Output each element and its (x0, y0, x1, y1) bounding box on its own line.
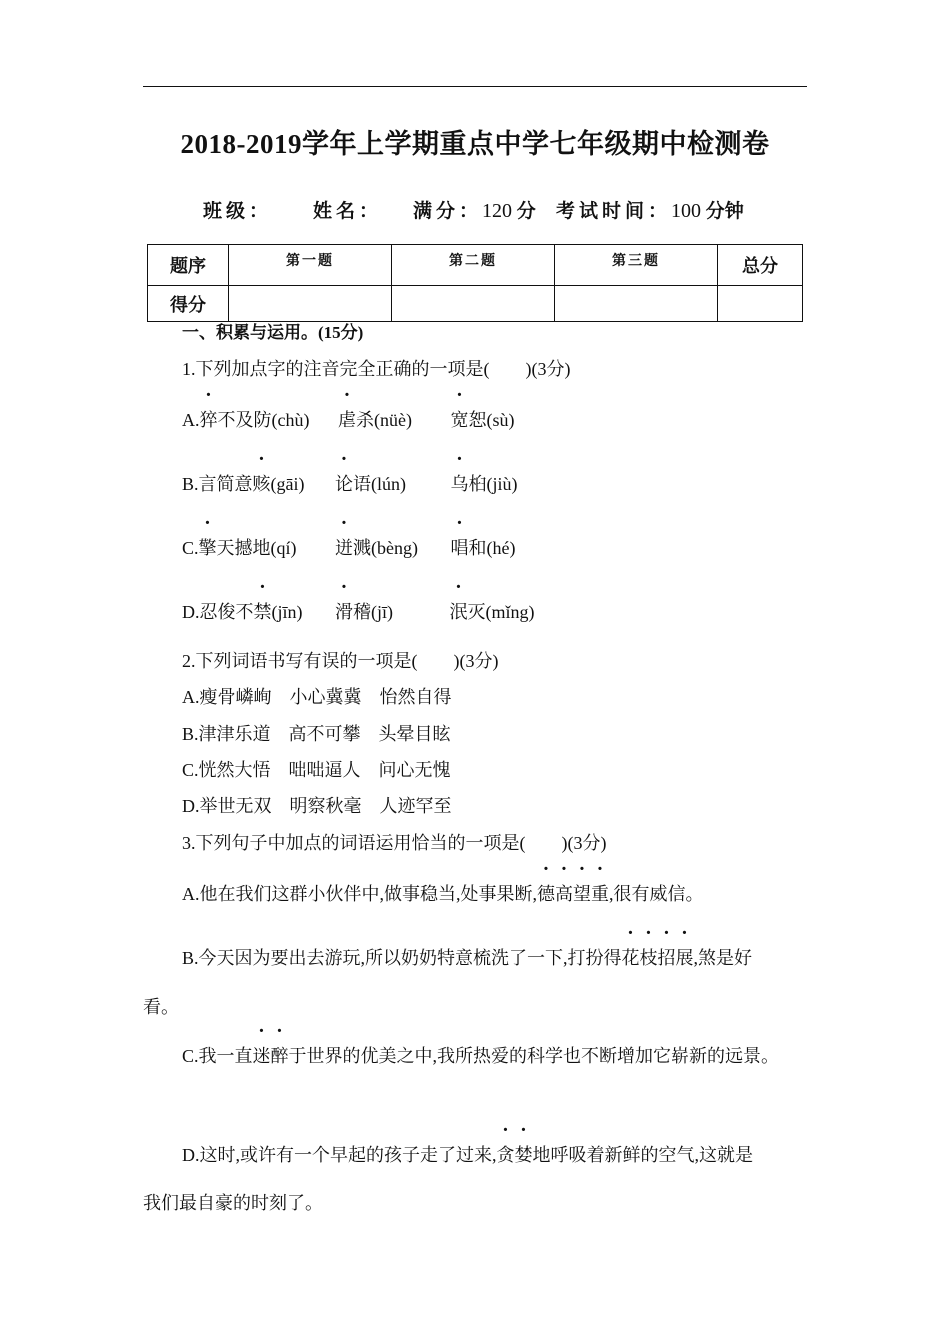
class-label: 班级： (203, 201, 273, 222)
q2-option-d: D.举世无双 明察秋毫 人迹罕至 (182, 796, 452, 816)
emphasis-char: 迷 (252, 1046, 271, 1066)
score-row-label: 得分 (148, 286, 229, 322)
emphasis-char: 花 (621, 948, 640, 968)
score-cell-q1[interactable] (229, 286, 392, 322)
score-table (147, 244, 803, 322)
q1-option-b: B.言简意赅(gāi) 论语(lún) 乌桕(jiù) (182, 474, 518, 494)
q3-option-d-cont: 我们最自豪的时刻了。 (143, 1193, 323, 1213)
emphasis-char: 德 (537, 884, 555, 904)
emphasis-char: 枝 (639, 948, 658, 968)
q3-option-c: C.我一直迷醉于世界的优美之中,我所热爱的科学也不断增加它崭新的远景。 (182, 1042, 779, 1068)
q1-option-c: C.擎天撼地(qí) 迸溅(bèng) 唱和(hé) (182, 538, 516, 558)
name-label: 姓名： (313, 201, 383, 222)
header-q1: 第一题 (229, 245, 392, 286)
score-table-header-row (148, 245, 803, 286)
section-heading: 一、积累与运用。(15分) (182, 323, 364, 342)
q3-option-b-cont: 看。 (143, 997, 179, 1017)
q2-option-c: C.恍然大悟 咄咄逼人 问心无愧 (182, 760, 451, 780)
header-total: 总分 (718, 245, 803, 286)
emphasis-char: 高 (555, 884, 573, 904)
score-cell-q2[interactable] (392, 286, 555, 322)
header-question-order: 题序 (148, 245, 229, 286)
q3-option-d: D.这时,或许有一个早起的孩子走了过来,贪婪地呼吸着新鲜的空气,这就是 (182, 1141, 753, 1167)
q2-option-a: A.瘦骨嶙峋 小心冀冀 怡然自得 (182, 687, 452, 707)
q2-option-b: B.津津乐道 高不可攀 头晕目眩 (182, 724, 451, 744)
q3-a-dotted (537, 884, 609, 904)
header-q3: 第三题 (555, 245, 718, 286)
full-score: 满分：120 分 (413, 200, 536, 222)
score-cell-q3[interactable] (555, 286, 718, 322)
q3-b-dotted (622, 948, 694, 968)
emphasis-char: 望 (573, 884, 591, 904)
header-q2: 第二题 (392, 245, 555, 286)
q1-option-a: A.猝不及防(chù) 虐杀(nüè) 宽恕(sù) (182, 410, 515, 430)
q1-stem: 1.下列加点字的注音完全正确的一项是( )(3分) (182, 359, 571, 379)
emphasis-char: 婪 (514, 1145, 533, 1165)
q3-c-dotted (253, 1046, 289, 1066)
q1-option-d: D.忍俊不禁(jīn) 滑稽(jī) 泯灭(mǐng) (182, 602, 535, 622)
emphasis-char: 展 (675, 948, 694, 968)
exam-time: 考试时间：100 分钟 (556, 200, 744, 222)
score-cell-total[interactable] (718, 286, 803, 322)
q3-stem: 3.下列句子中加点的词语运用恰当的一项是( )(3分) (182, 833, 607, 853)
emphasis-char: 贪 (496, 1145, 515, 1165)
q3-d-dotted (497, 1145, 533, 1165)
emphasis-char: 醉 (270, 1046, 289, 1066)
emphasis-char: 招 (657, 948, 676, 968)
header-rule (143, 86, 807, 87)
q3-option-a: A.他在我们这群小伙伴中,做事稳当,处事果断,德高望重,很有威信。 (182, 880, 704, 906)
q3-option-b: B.今天因为要出去游玩,所以奶奶特意梳洗了一下,打扮得花枝招展,煞是好 (182, 944, 752, 970)
score-table-score-row (148, 286, 803, 322)
emphasis-char: 重 (591, 884, 609, 904)
page-title: 2018-2019学年上学期重点中学七年级期中检测卷 (180, 129, 770, 159)
q2-stem: 2.下列词语书写有误的一项是( )(3分) (182, 651, 499, 671)
